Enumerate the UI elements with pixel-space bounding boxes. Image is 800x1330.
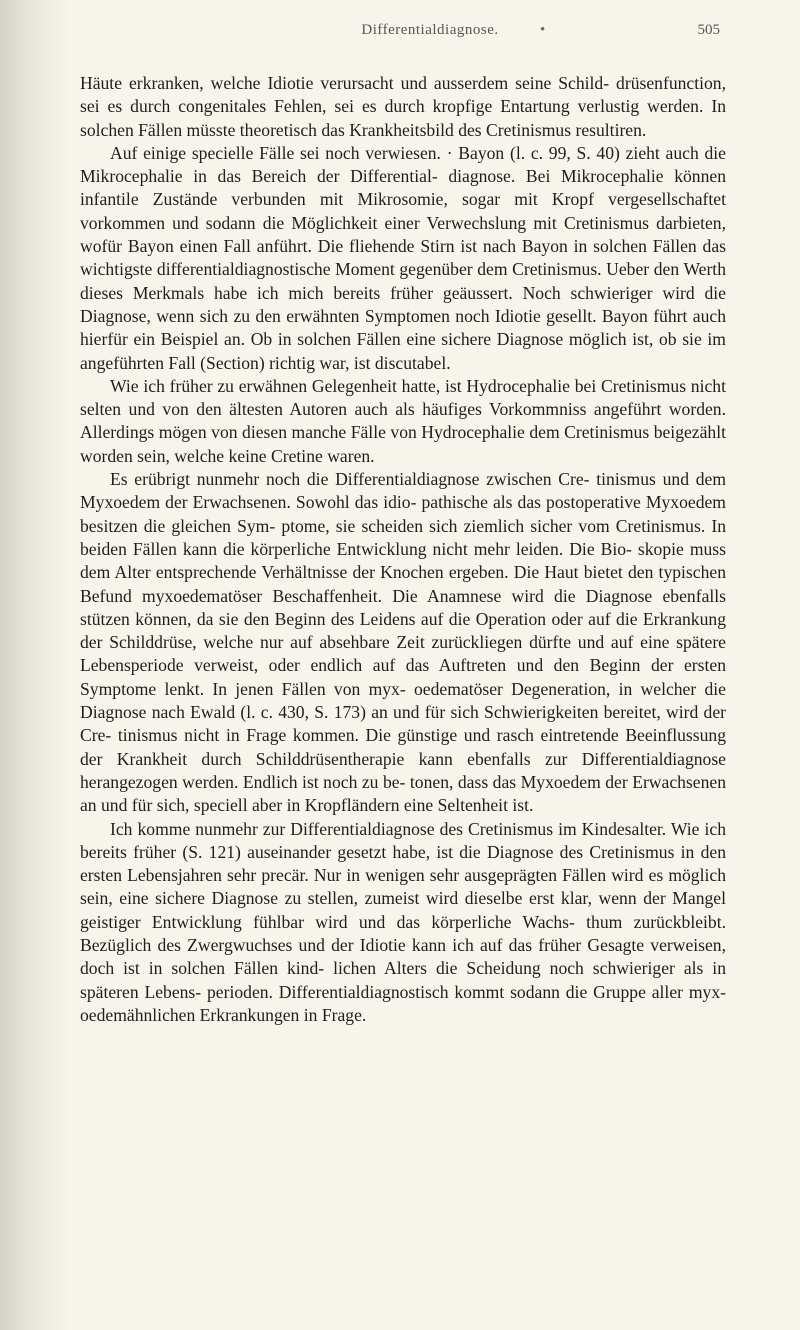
- running-title: Differentialdiagnose.: [361, 22, 499, 38]
- paragraph-5: Ich komme nunmehr zur Differentialdiagnose des Cretinismus im Kindesalter. Wie ich bereits früher (S. 121) auseinander gesetzt habe, ist die Diagnose des Cretinismus in den ersten Lebensjahren sehr precär. Nur in wenigen sehr ausgeprägten Fällen wird es möglich sein, eine sichere Diagnose zu stellen, zumeist wird dieselbe erst klar, wenn der Mangel geistiger Entwicklung fühlbar wird und das körperliche Wachs- thum zurückbleibt. Bezüglich des Zwergwuchses und der Idiotie kann ich auf das früher Gesagte verweisen, doch ist in solchen Fällen kind- lichen Alters die Scheidung noch schwieriger als in späteren Lebens- perioden. Differentialdiagnostisch kommt sodann die Gruppe aller myx- oedemähnlichen Erkrankungen in Frage.: [80, 818, 726, 1025]
- page-gutter-shadow: [0, 0, 70, 1330]
- paragraph-2: Auf einige specielle Fälle sei noch verwiesen. · Bayon (l. c. 99, S. 40) zieht auch die Mikrocephalie in das Bereich der Differential- diagnose. Bei Mikrocephalie können infantile Zustände verbunden mit Mikrosomie, sogar mit Kropf vergesellschaftet vorkommen und sodann die Möglichkeit einer Verwechslung mit Cretinismus darbieten, wofür Bayon einen Fall anführt. Die fliehende Stirn ist nach Bayon in solchen Fällen das wichtigste differentialdiagnostische Moment gegenüber dem Cretinismus. Ueber den Werth dieses Merkmals habe ich mich bereits früher geäussert. Noch schwieriger wird die Diagnose, wenn sich zu den erwähnten Symptomen noch Idiotie gesellt. Bayon führt auch hierfür ein Beispiel an. Ob in solchen Fällen eine sichere Diagnose möglich ist, ob sie im angeführten Fall (Section) richtig war, ist discutabel.: [80, 142, 726, 373]
- running-header: [140, 22, 720, 62]
- header-mark: •: [540, 22, 546, 38]
- paragraph-1: Häute erkranken, welche Idiotie verursacht und ausserdem seine Schild- drüsenfunction, sei es durch congenitales Fehlen, sei es durch kropfige Entartung verlustig werden. In solchen Fällen müsste theoretisch das Krankheitsbild des Cretinismus resultiren.: [80, 73, 726, 140]
- paragraph-4: Es erübrigt nunmehr noch die Differentialdiagnose zwischen Cre- tinismus und dem Myxoedem der Erwachsenen. Sowohl das idio- pathische als das postoperative Myxoedem besitzen die gleichen Sym- ptome, sie scheiden sich ziemlich sicher vom Cretinismus. In beiden Fällen kann die körperliche Entwicklung nicht mehr leiden. Die Bio- skopie muss dem Alter entsprechende Verhältnisse der Knochen ergeben. Die Haut bietet den typischen Befund myxoedematöser Beschaffenheit. Die Anamnese wird die Diagnose ebenfalls stützen können, da sie den Beginn des Leidens auf die Operation oder auf die Erkrankung der Schilddrüse, welche nur auf absehbare Zeit zurückliegen dürfte und auf eine spätere Lebensperiode verweist, oder endlich auf das Auftreten und den Beginn der ersten Symptome lenkt. In jenen Fällen von myx- oedematöser Degeneration, in welcher die Diagnose nach Ewald (l. c. 430, S. 173) an und für sich Schwierigkeiten bereitet, wird der Cre- tinismus nicht in Frage kommen. Die günstige und rasch eintretende Beeinflussung der Krankheit durch Schilddrüsentherapie kann ebenfalls zur Differentialdiagnose herangezogen werden. Endlich ist noch zu be- tonen, dass das Myxoedem der Erwachsenen an und für sich, speciell aber in Kropfländern eine Seltenheit ist.: [80, 469, 726, 816]
- page-number: 505: [697, 22, 720, 38]
- paragraph-3: Wie ich früher zu erwähnen Gelegenheit hatte, ist Hydrocephalie bei Cretinismus nicht selten und von den ältesten Autoren auch als häufiges Vorkommniss angeführt worden. Allerdings mögen von diesen manche Fälle von Hydrocephalie dem Cretinismus beigezählt worden sein, welche keine Cretine waren.: [80, 375, 726, 466]
- body-text: [80, 72, 726, 1027]
